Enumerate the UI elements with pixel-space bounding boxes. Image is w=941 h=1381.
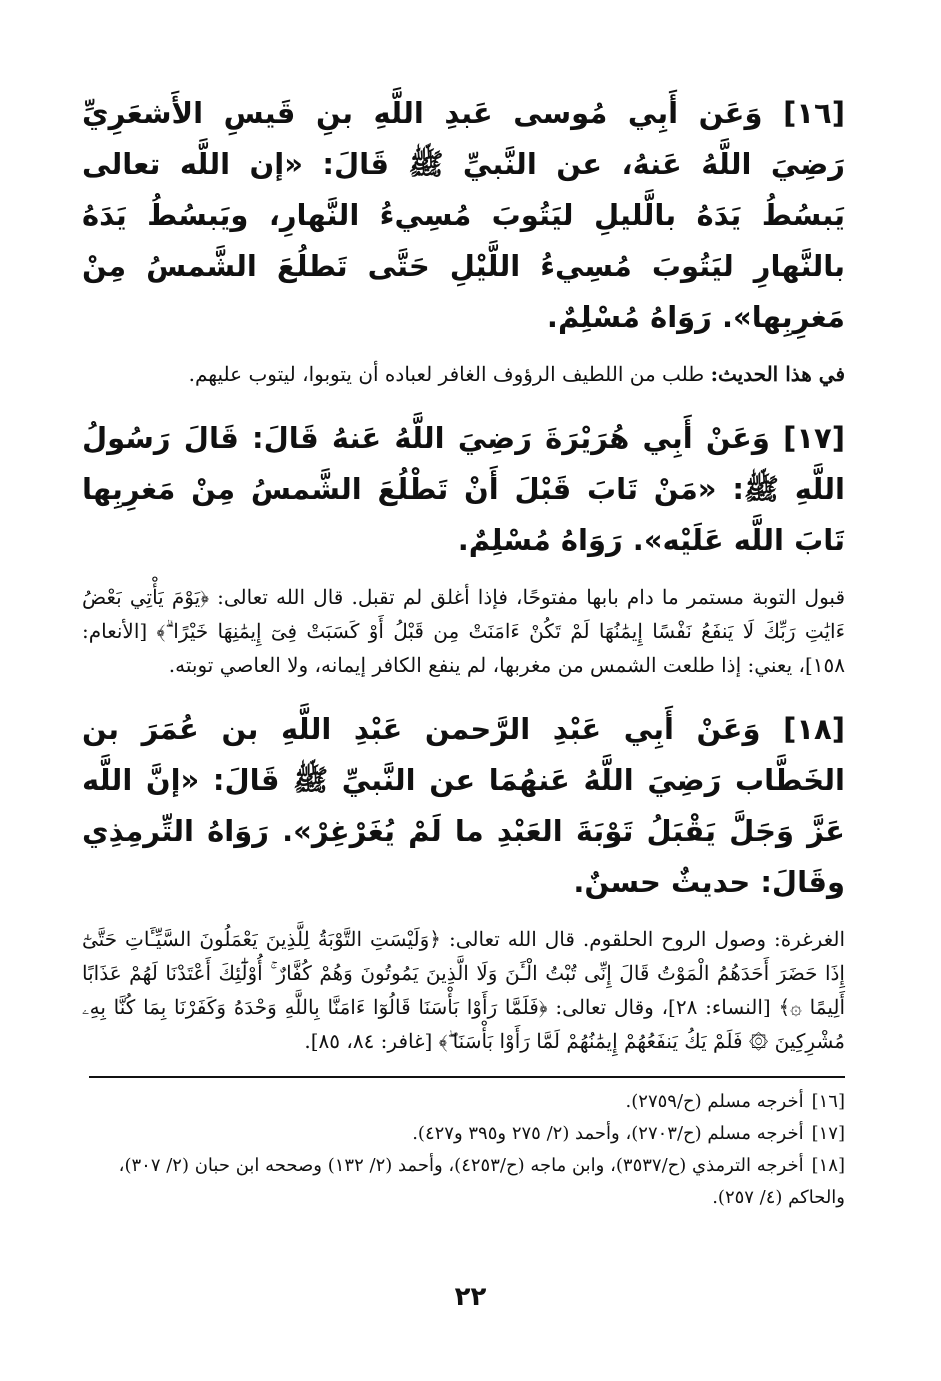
footnote-number: [١٧] (811, 1123, 845, 1144)
commentary-ref: [النساء: ٢٨]، وقال تعالى: (555, 995, 779, 1019)
hadith-18: [١٨] وَعَنْ أَبِي عَبْدِ الرَّحمن عَبْدِ اللَّهِ بن عُمَرَ بن الخَطَّاب رَضِيَ اللَّهُ عَنهُمَا عن النَّبيِّ ﷺ قَالَ: «إنَّ اللَّه عَزَّ وَجَلَّ يَقْبَلُ تَوْبَةَ العَبْدِ ما لَمْ يُغَرْغِرْ». رَوَاهُ التِّرمِذِي وقَالَ: حديثٌ حسنٌ. (82, 712, 845, 899)
footnote (82, 1086, 845, 1118)
footnote (82, 1150, 845, 1214)
commentary-ref: [غافر: ٨٤، ٨٥]. (304, 1029, 439, 1053)
commentary-text: طلب من اللطيف الرؤوف الغافر لعباده أن يتوبوا، ليتوب عليهم. (188, 362, 711, 386)
footnotes (82, 1086, 845, 1214)
footnote (82, 1118, 845, 1150)
quran-verse: ﴿يَوْمَ يَأْتِي بَعْضُ ءَايَٰتِ رَبِّكَ لَا يَنفَعُ نَفْسًا إِيمَٰنُهَا لَمْ تَكُنْ ءَامَنَتْ مِن قَبْلُ أَوْ كَسَبَتْ فِىٓ إِيمَٰنِهَا خَيْرًا ۗ﴾ (82, 585, 845, 643)
footnote-text: أخرجه الترمذي (ح/٣٥٣٧)، وابن ماجه (ح/٤٢٥٣)، وأحمد (٢/ ١٣٢) وصححه ابن حبان (٢/ ٣٠٧)، والحاكم (٤/ ٢٥٧). (118, 1155, 845, 1208)
commentary-intro: الغرغرة: وصول الروح الحلقوم. قال الله تعالى: (448, 927, 845, 951)
commentary-18 (82, 922, 845, 1058)
page-number: ٢٢ (454, 1282, 487, 1312)
footnote-number: [١٦] (811, 1091, 845, 1112)
footnote-text: أخرجه مسلم (ح/٢٧٥٩). (625, 1091, 804, 1112)
commentary-rest: [الأنعام: ١٥٨]، يعني: إذا طلعت الشمس من مغربها، لم ينفع الكافر إيمانه، ولا العاصي توبته. (82, 619, 845, 677)
commentary-17 (82, 580, 845, 682)
hadith-16: [١٦] وَعَن أَبِي مُوسى عَبدِ اللَّهِ بنِ قَيسِ الأَشعَرِيِّ رَضِيَ اللَّهُ عَنهُ، عن النَّبيِّ ﷺ قَالَ: «إن اللَّه تعالى يَبسُطُ يَدَهُ بالَّليلِ ليَتُوبَ مُسِيءُ النَّهارِ، ويَبسُطُ يَدَهُ بالنَّهارِ ليَتُوبَ مُسِيءُ اللَّيْلِ حَتَّى تَطلُعَ الشَّمسُ مِنْ مَغرِبِها». رَوَاهُ مُسْلِمٌ. (82, 96, 845, 334)
commentary-intro: قبول التوبة مستمر ما دام بابها مفتوحًا، فإذا أغلق لم تقبل. قال الله تعالى: (217, 585, 846, 609)
footnote-divider (89, 1076, 845, 1078)
quran-verse: ﴿فَلَمَّا رَأَوْا بَأْسَنَا قَالُوٓا ءَامَنَّا بِاللَّهِ وَحْدَهُ وَكَفَرْنَا بِمَا كُنَّا بِهِۦ مُشْرِكِينَ ۞ فَلَمْ يَكُ يَنفَعُهُمْ إِيمَٰنُهُمْ لَمَّا رَأَوْا بَأْسَنَا ۖ﴾ (82, 995, 845, 1053)
hadith-17: [١٧] وَعَنْ أَبِي هُرَيْرَةَ رَضِيَ اللَّهُ عَنهُ قَالَ: قَالَ رَسُولُ اللَّهِ ﷺ: «مَنْ تَابَ قَبْلَ أَنْ تَطْلُعَ الشَّمسُ مِنْ مَغرِبِها تَابَ اللَّه عَلَيْه». رَوَاهُ مُسْلِمٌ. (82, 421, 845, 557)
footnote-number: [١٨] (811, 1155, 845, 1176)
commentary-lead: في هذا الحديث: (710, 362, 845, 386)
footnote-text: أخرجه مسلم (ح/٢٧٠٣)، وأحمد (٢/ ٢٧٥ و٣٩٥ و٤٢٧). (412, 1123, 804, 1144)
commentary-16 (82, 357, 845, 391)
quran-verse: ﴿وَلَيْسَتِ التَّوْبَةُ لِلَّذِينَ يَعْمَلُونَ السَّيِّـَٔاتِ حَتَّىٰٓ إِذَا حَضَرَ أَحَدَهُمُ الْمَوْتُ قَالَ إِنِّى تُبْتُ الْـَٔنَ وَلَا الَّذِينَ يَمُوتُونَ وَهُمْ كُفَّارٌ ۚ أُوْلَٰٓئِكَ أَعْتَدْنَا لَهُمْ عَذَابًا أَلِيمًا ۞﴾ (82, 927, 845, 1019)
